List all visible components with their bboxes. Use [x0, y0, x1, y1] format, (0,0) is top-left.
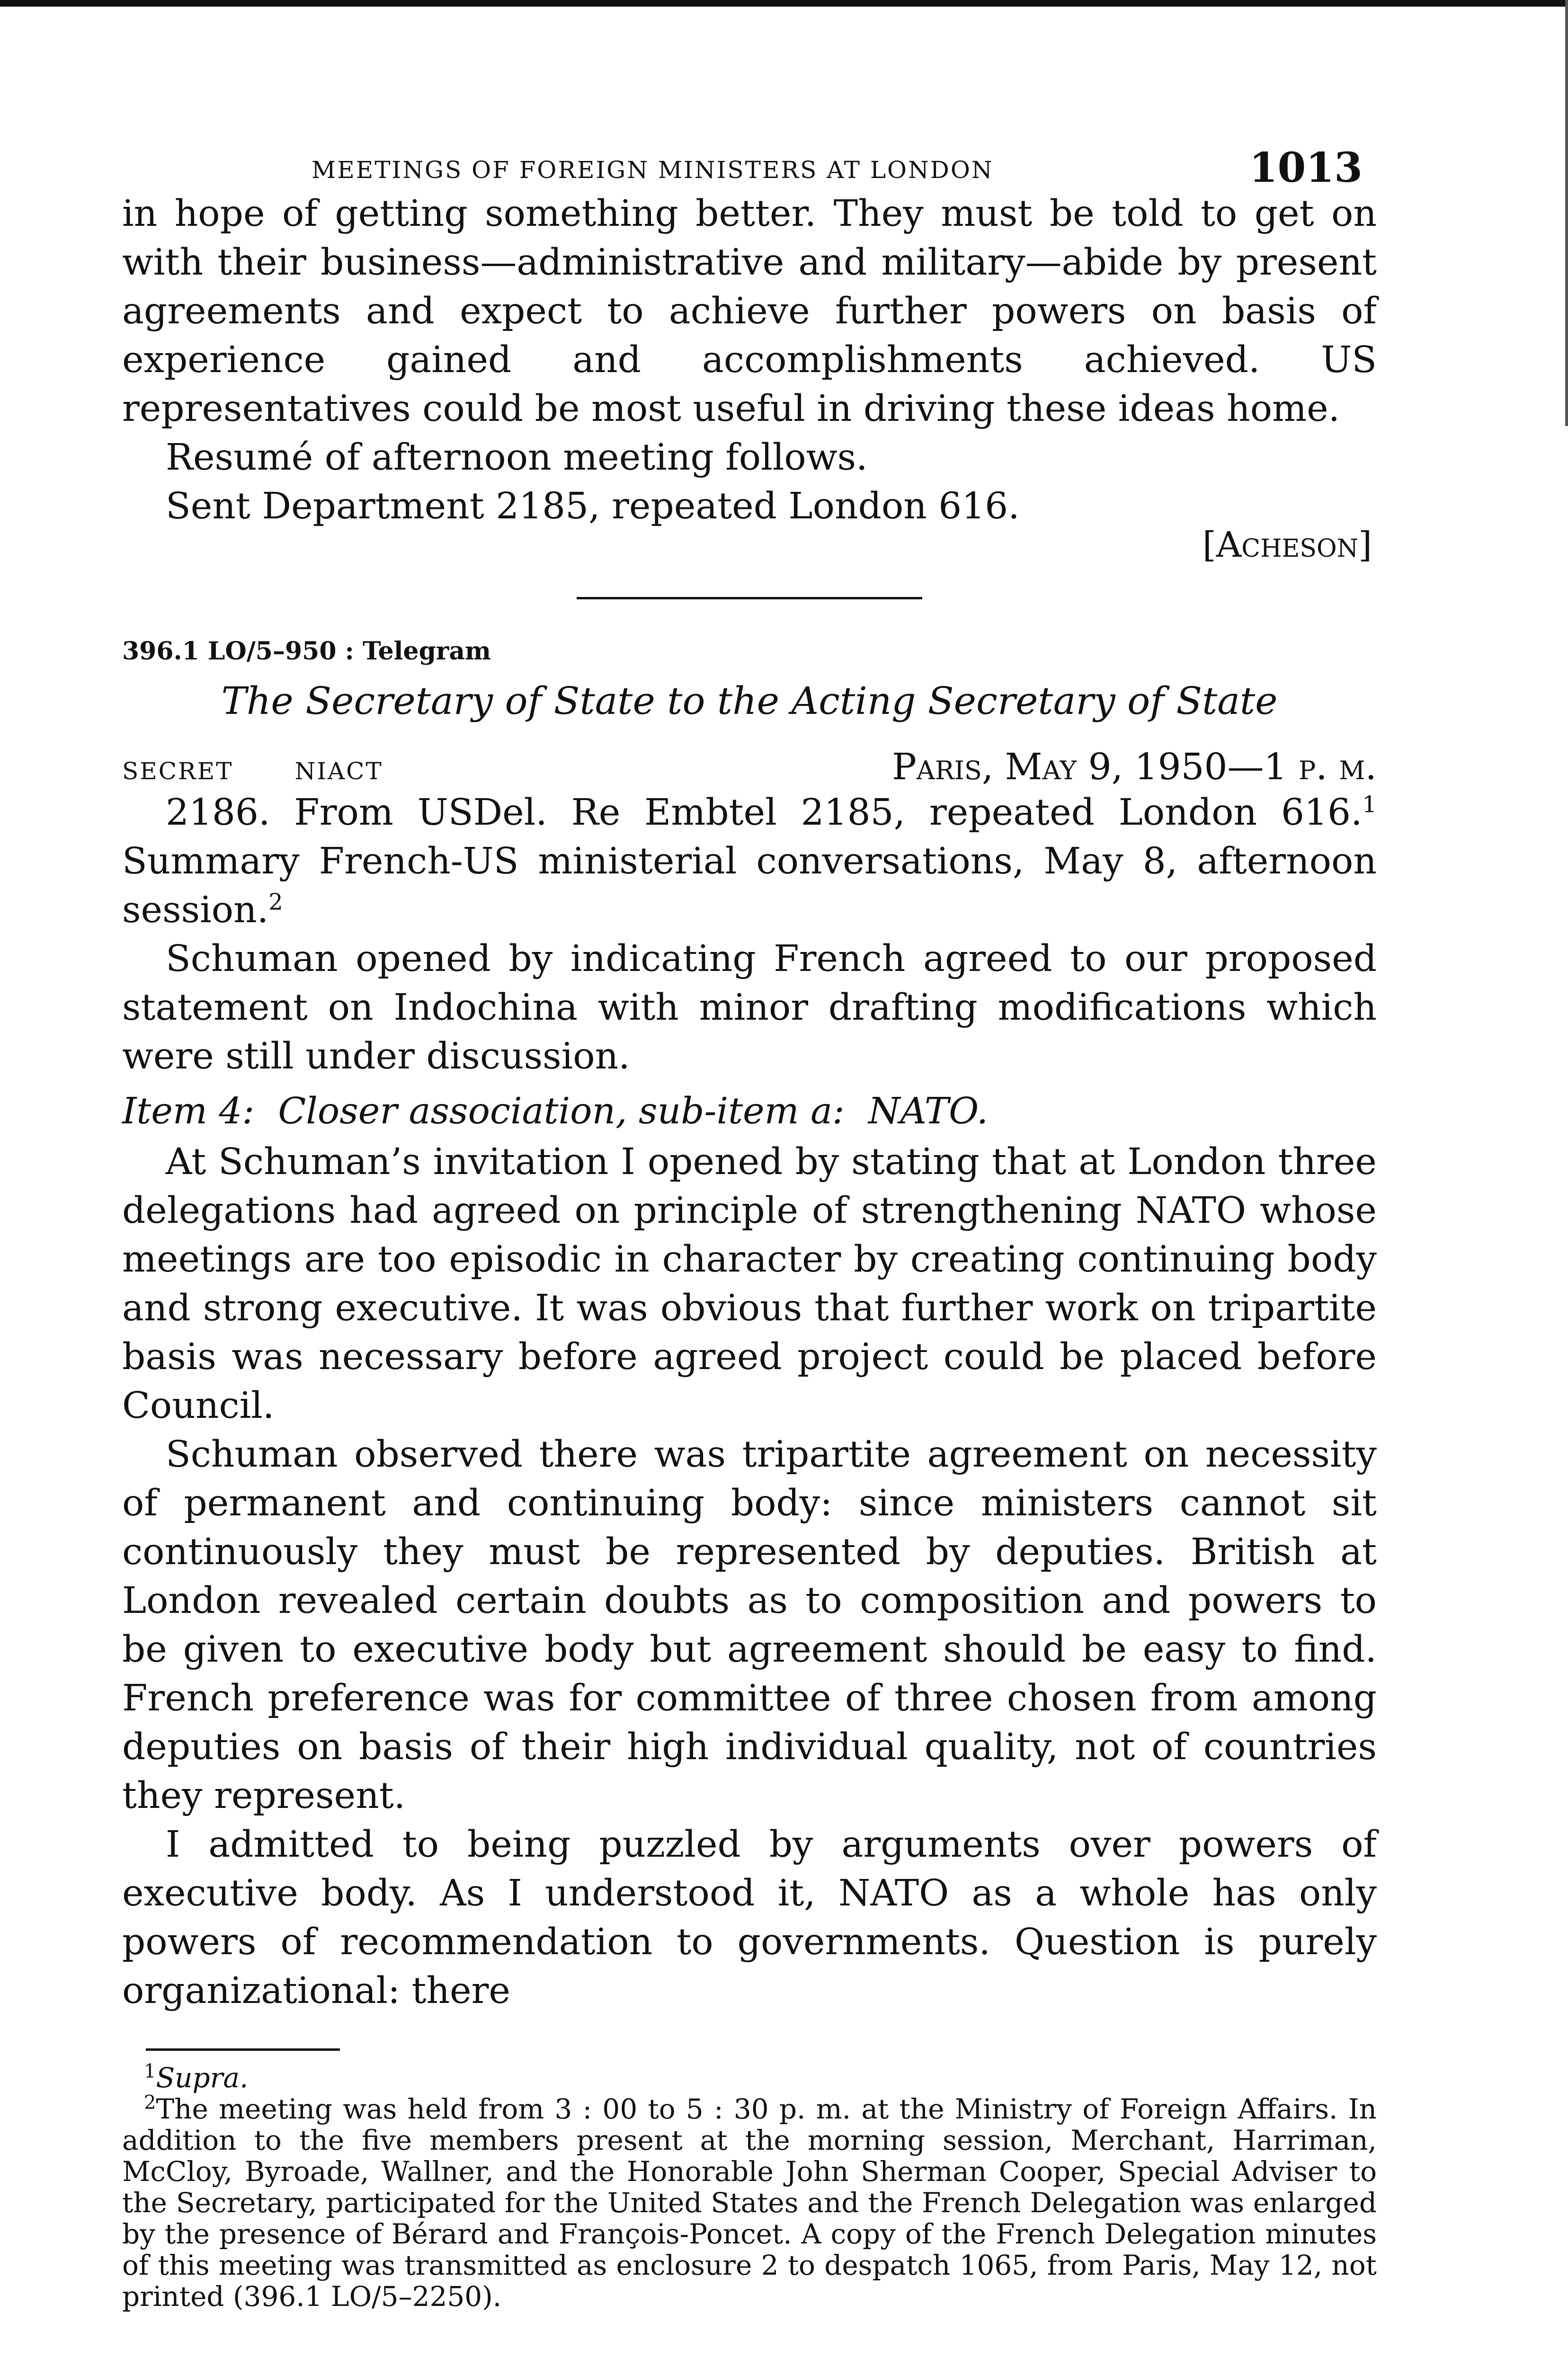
running-head	[122, 137, 1377, 192]
paragraph: Sent Department 2185, repeated London 616.	[166, 485, 1020, 527]
footnote	[122, 2062, 1377, 2093]
paragraph	[122, 788, 1377, 934]
footnote-ref: 2	[268, 889, 283, 916]
footnote-mark: 2	[144, 2091, 156, 2114]
classification-marks	[122, 757, 383, 785]
signature-text: [Acheson]	[1202, 525, 1372, 565]
section-divider	[577, 597, 922, 599]
precedence: NIACT	[294, 757, 383, 785]
footnotes	[122, 2062, 1377, 2312]
footnote-mark: 1	[144, 2060, 156, 2082]
paragraph-text: Summary French-US ministerial conversations, May 8, afternoon session.	[122, 840, 1377, 931]
item-sub: NATO.	[868, 1090, 989, 1132]
scan-top-edge	[0, 0, 1568, 7]
file-code: 396.1 LO/5–950 : Telegram	[122, 637, 491, 666]
footnote-text: The meeting was held from 3 : 00 to 5 : 30 p. m. at the Ministry of Foreign Affairs. In addition to the five members present at the morning session, Merchant, Harriman, McCloy, Byroade, Wallner, and the Honorable John Sherman Cooper, Special Adviser to the Secretary, participated for the United States and the French Delegation was enlarged by the presence of Bérard and François-Poncet. A copy of the French Delegation minutes of this meeting was transmitted as enclosure 2 to despatch 1065, from Paris, May 12, not printed (396.1 LO/5–2250).	[122, 2093, 1377, 2313]
footnote-text: Supra.	[156, 2062, 249, 2094]
paragraph: in hope of getting something better. They must be told to get on with their business—administrative and military—abide by present agreements and expect to achieve further powers on basis of experience gained and accomplishments achieved. US representatives could be most useful in driving these ideas home.	[122, 193, 1377, 430]
paragraph: Schuman opened by indicating French agreed to our proposed statement on Indochina with minor drafting modifications which were still under discussion.	[122, 938, 1377, 1077]
agenda-item-heading	[122, 1086, 1377, 1138]
previous-document-end	[122, 189, 1377, 569]
paragraph: Schuman observed there was tripartite agreement on necessity of permanent and continuing body: since ministers cannot sit continuously they must be represented by deputies. British at London revealed certain doubts as to composition and powers to be given to executive body but agreement should be easy to find. French preference was for committee of three chosen from among deputies on basis of their high individual quality, not of countries they represent.	[122, 1433, 1377, 1817]
telegram-document	[122, 632, 1377, 2015]
paragraph-text: 2186. From USDel. Re Embtel 2185, repeated London 616.	[166, 792, 1363, 834]
paragraph: Resumé of afternoon meeting follows.	[166, 436, 868, 479]
footnote-ref: 1	[1362, 791, 1377, 818]
document-page	[122, 137, 1377, 2312]
item-label: Item 4:	[122, 1090, 255, 1132]
document-title: The Secretary of State to the Acting Secretary of State	[221, 679, 1278, 723]
dateline-row	[122, 746, 1377, 788]
paragraph: At Schuman’s invitation I opened by stating that at London three delegations had agreed on principle of strengthening NATO whose meetings are too episodic in character by creating continuing body and strong executive. It was obvious that further work on tripartite basis was necessary before agreed project could be placed before Council.	[122, 1141, 1377, 1427]
classification: SECRET	[122, 757, 233, 785]
running-head-title: MEETINGS OF FOREIGN MINISTERS AT LONDON	[312, 156, 994, 184]
scan-right-edge	[1565, 0, 1568, 426]
paragraph: I admitted to being puzzled by arguments over powers of executive body. As I understood it, NATO as a whole has only powers of recommendation to governments. Question is purely organizational: there	[122, 1824, 1377, 2012]
footnote-rule	[146, 2048, 340, 2051]
page-number: 1013	[1249, 144, 1363, 192]
dateline: Paris, May 9, 1950—1 p. m.	[892, 746, 1377, 788]
item-text: Closer association, sub-item a:	[278, 1090, 845, 1132]
footnote	[122, 2093, 1377, 2312]
